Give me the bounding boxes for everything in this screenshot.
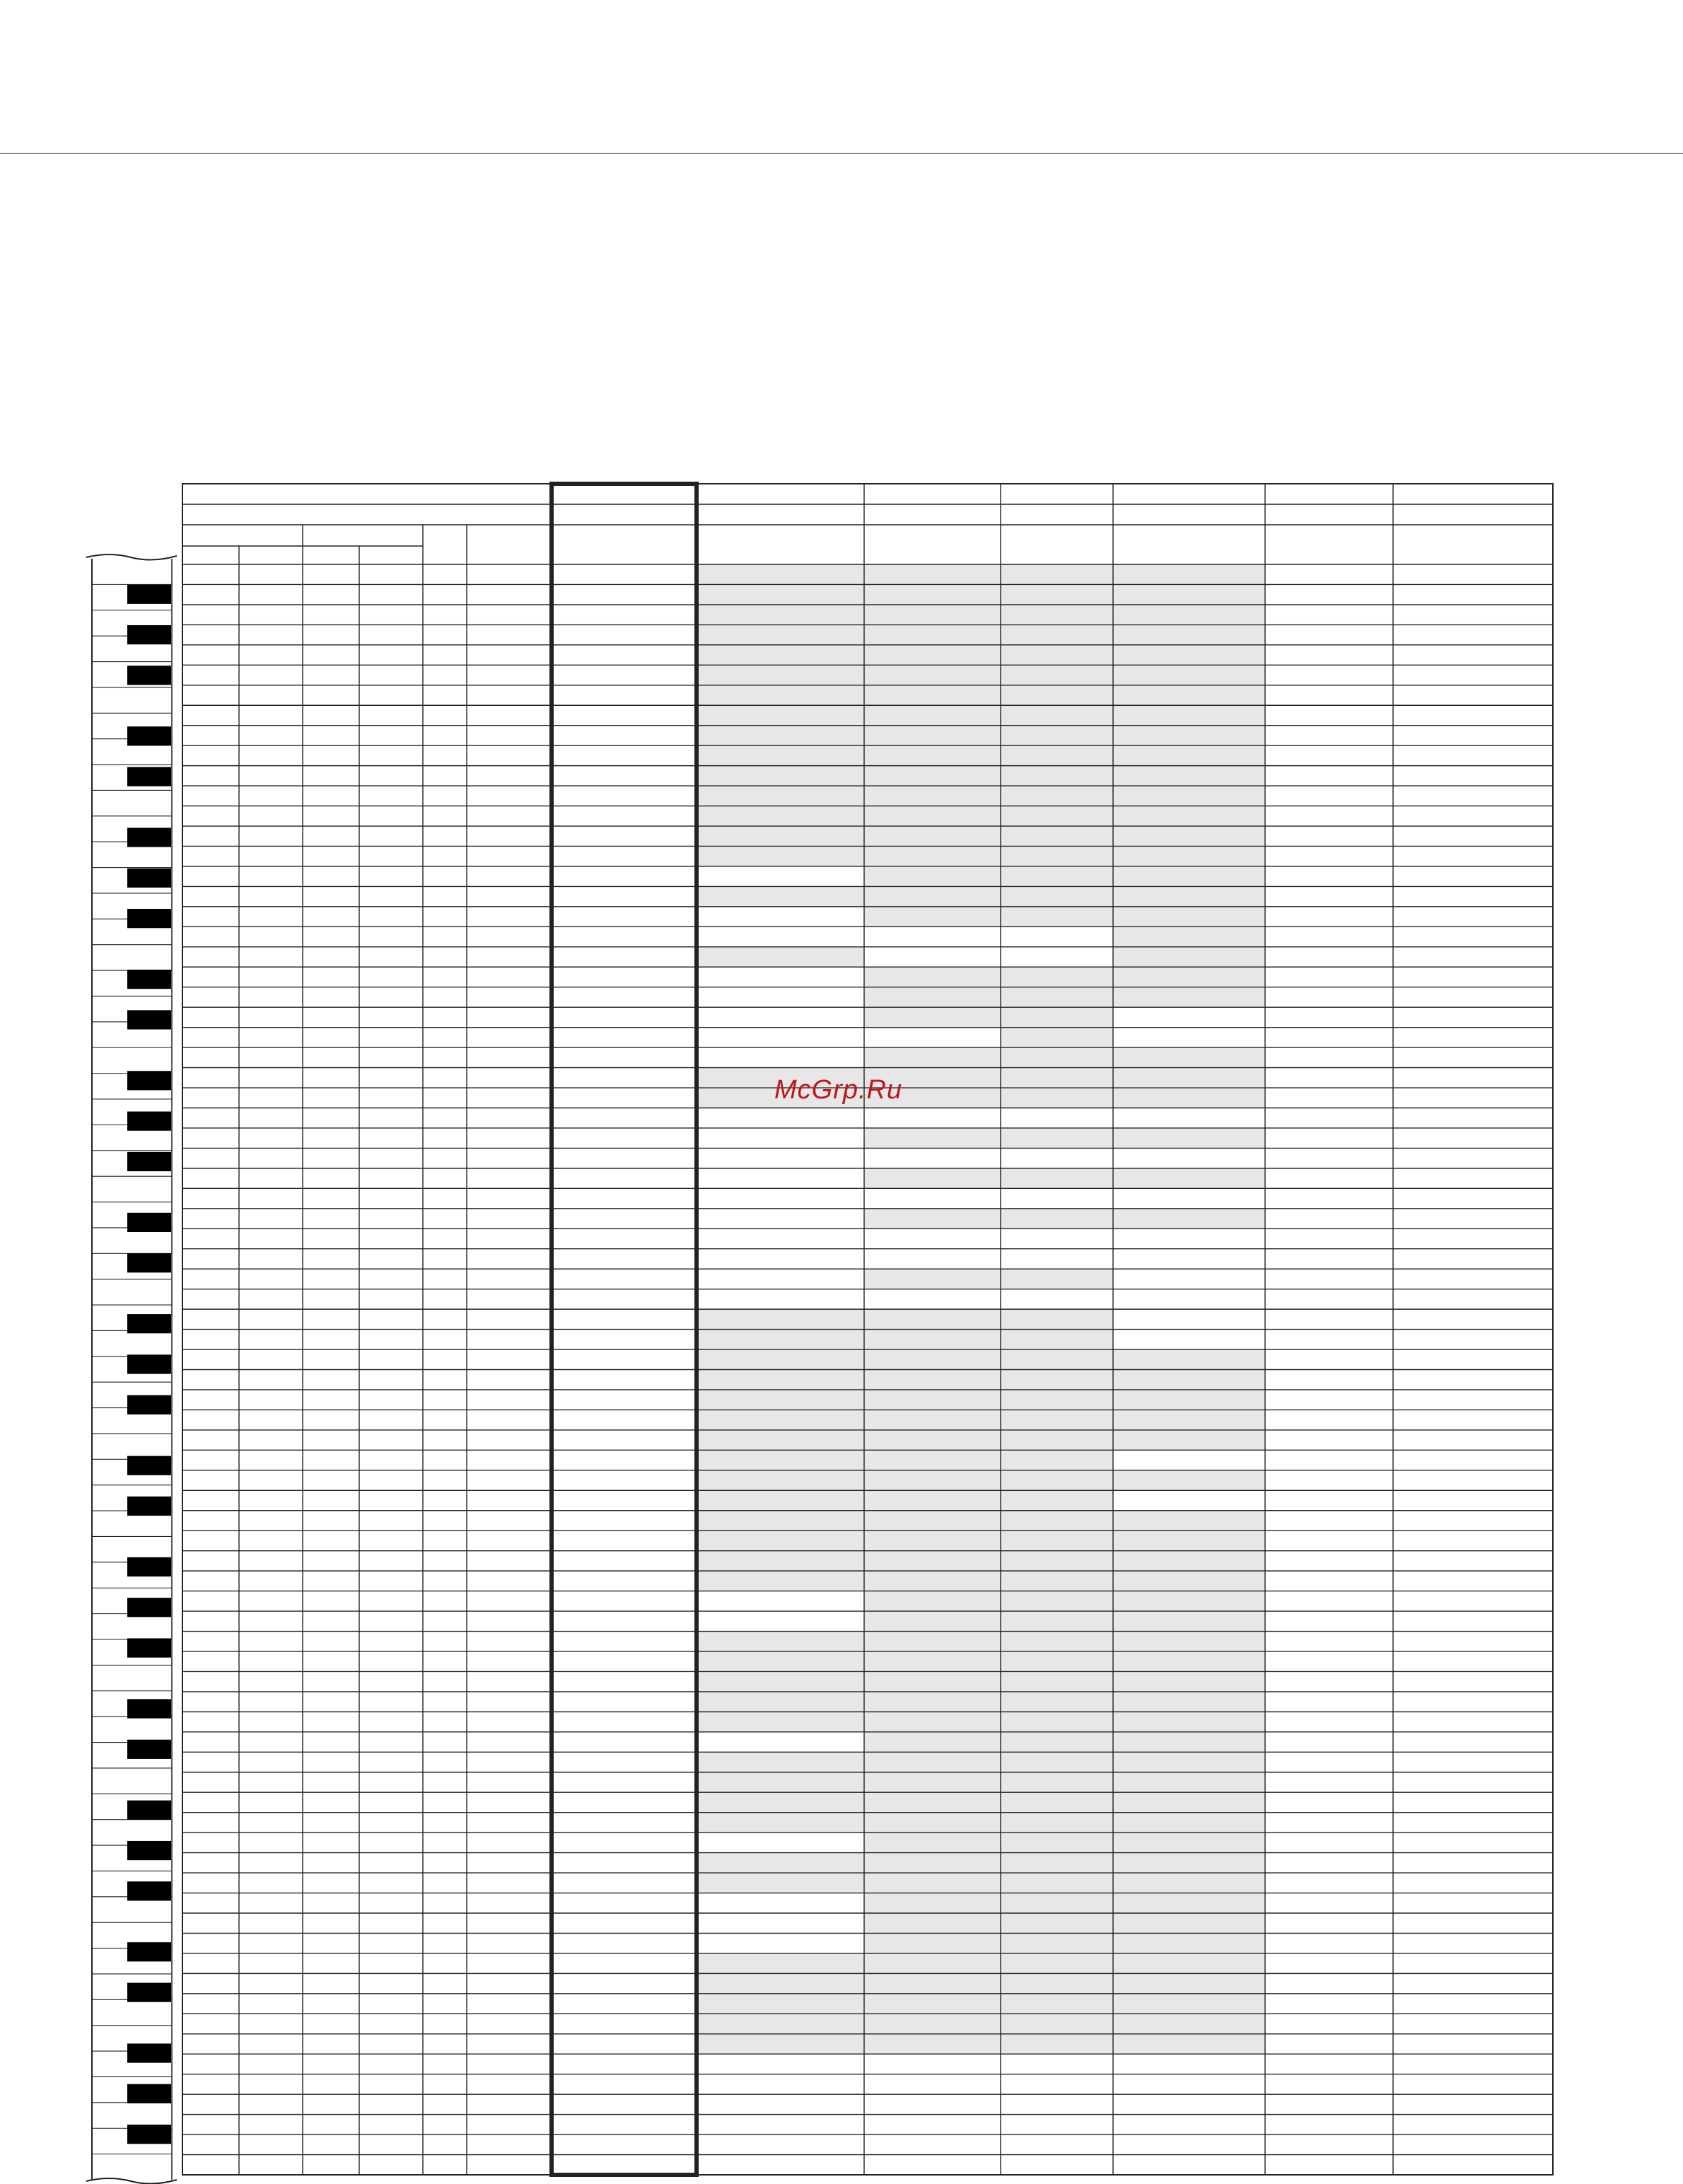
shaded-cell — [697, 826, 864, 846]
black-key — [127, 1213, 171, 1232]
shaded-cell — [864, 826, 1001, 846]
shaded-cell — [1001, 1813, 1113, 1832]
shaded-cell — [1113, 1651, 1265, 1671]
shaded-cell — [697, 685, 864, 705]
shaded-cell — [1113, 1470, 1265, 1490]
shaded-cell — [1113, 564, 1265, 584]
shaded-cell — [864, 1490, 1001, 1510]
shaded-cell — [864, 1611, 1001, 1631]
black-key — [127, 2084, 171, 2103]
black-key — [127, 666, 171, 685]
shaded-cell — [697, 766, 864, 786]
shaded-cell — [697, 1330, 864, 1349]
shaded-cell — [1001, 1752, 1113, 1772]
shaded-cell — [1113, 1712, 1265, 1731]
watermark: McGrp.Ru — [774, 1075, 903, 1105]
shaded-cell — [1113, 745, 1265, 765]
shaded-cell — [1001, 1692, 1113, 1712]
shaded-cell — [697, 745, 864, 765]
shaded-cell — [864, 1671, 1001, 1691]
shaded-cell — [1113, 1047, 1265, 1067]
shaded-cell — [864, 1209, 1001, 1228]
shaded-cell — [1001, 625, 1113, 644]
shaded-cell — [697, 846, 864, 866]
shaded-cell — [697, 886, 864, 906]
shaded-cell — [864, 1973, 1001, 1993]
shaded-cell — [864, 806, 1001, 826]
shaded-cell — [1113, 2014, 1265, 2033]
shaded-cell — [1001, 846, 1113, 866]
shaded-cell — [1113, 1953, 1265, 1973]
shaded-cell — [697, 1752, 864, 1772]
shaded-cell — [1001, 1390, 1113, 1410]
black-key — [127, 585, 171, 604]
shaded-cell — [1001, 1632, 1113, 1651]
shaded-cell — [1113, 1732, 1265, 1752]
shaded-cell — [1113, 907, 1265, 927]
shaded-cell — [1113, 1168, 1265, 1188]
shaded-cell — [1001, 1893, 1113, 1913]
shaded-cell — [697, 584, 864, 604]
shaded-cell — [1113, 1209, 1265, 1228]
shaded-cell — [1001, 1330, 1113, 1349]
shaded-cell — [1001, 1309, 1113, 1329]
shaded-cell — [1001, 1571, 1113, 1591]
shaded-cell — [1113, 1813, 1265, 1832]
shaded-cell — [864, 1913, 1001, 1933]
black-key — [127, 2043, 171, 2062]
shaded-cell — [697, 947, 864, 967]
shaded-cell — [1001, 1792, 1113, 1812]
shaded-cell — [1113, 1088, 1265, 1108]
shaded-cell — [1001, 1450, 1113, 1470]
shaded-cell — [864, 1047, 1001, 1067]
shaded-cell — [697, 1671, 864, 1691]
black-key — [127, 1740, 171, 1759]
shaded-cell — [1113, 1792, 1265, 1812]
shaded-cell — [1001, 786, 1113, 806]
shaded-cell — [1001, 1913, 1113, 1933]
shaded-cell — [1001, 745, 1113, 765]
shaded-cell — [1113, 1611, 1265, 1631]
shaded-cell — [1113, 1410, 1265, 1429]
shaded-cell — [697, 726, 864, 745]
shaded-cell — [1001, 1470, 1113, 1490]
shaded-cell — [697, 1792, 864, 1812]
shaded-cell — [1001, 1953, 1113, 1973]
shaded-cell — [1001, 1994, 1113, 2014]
black-key — [127, 2125, 171, 2144]
shaded-cell — [864, 846, 1001, 866]
shaded-cell — [1001, 1551, 1113, 1571]
shaded-cell — [864, 907, 1001, 927]
shaded-cell — [864, 2034, 1001, 2054]
shaded-cell — [1113, 685, 1265, 705]
shaded-cell — [864, 1470, 1001, 1490]
black-key — [127, 1699, 171, 1718]
shaded-cell — [1001, 806, 1113, 826]
shaded-cell — [864, 1530, 1001, 1550]
shaded-cell — [697, 1490, 864, 1510]
shaded-cell — [1113, 846, 1265, 866]
shaded-cell — [1001, 584, 1113, 604]
shaded-cell — [864, 1853, 1001, 1873]
shaded-cell — [1001, 1269, 1113, 1289]
shaded-cell — [864, 1168, 1001, 1188]
shaded-cell — [1113, 665, 1265, 685]
keyboard-break-top — [86, 554, 177, 560]
shaded-cell — [1001, 907, 1113, 927]
black-key — [127, 1598, 171, 1617]
shaded-cell — [697, 1410, 864, 1429]
shaded-cell — [864, 1370, 1001, 1390]
shaded-cell — [1001, 1973, 1113, 1993]
keyboard-break-bottom — [86, 2178, 177, 2184]
shaded-cell — [1001, 1088, 1113, 1108]
shaded-cell — [1113, 806, 1265, 826]
shaded-cell — [697, 1813, 864, 1832]
black-key — [127, 1841, 171, 1860]
shaded-cell — [1113, 1128, 1265, 1148]
shaded-cell — [697, 1450, 864, 1470]
shaded-cell — [1113, 786, 1265, 806]
shaded-cell — [864, 987, 1001, 1007]
shaded-cell — [697, 1309, 864, 1329]
black-key — [127, 1152, 171, 1171]
shaded-cell — [864, 1692, 1001, 1712]
shaded-cell — [1001, 1028, 1113, 1047]
shaded-cell — [1113, 1511, 1265, 1530]
shaded-cell — [864, 605, 1001, 625]
shaded-cell — [697, 1953, 864, 1973]
shaded-cell — [697, 806, 864, 826]
shaded-cell — [1113, 1772, 1265, 1792]
shaded-cell — [864, 1994, 1001, 2014]
shaded-cell — [1001, 1873, 1113, 1893]
shaded-cell — [1001, 1712, 1113, 1731]
shaded-cell — [1001, 605, 1113, 625]
black-key — [127, 1942, 171, 1961]
shaded-cell — [697, 1571, 864, 1591]
shaded-cell — [864, 745, 1001, 765]
shaded-cell — [697, 705, 864, 725]
shaded-cell — [864, 1551, 1001, 1571]
shaded-cell — [1113, 886, 1265, 906]
shaded-cell — [864, 866, 1001, 886]
black-key — [127, 869, 171, 888]
shaded-cell — [697, 1470, 864, 1490]
black-key — [127, 1395, 171, 1415]
shaded-cell — [697, 1530, 864, 1550]
shaded-cell — [1113, 645, 1265, 665]
shaded-cell — [1113, 1853, 1265, 1873]
shaded-cell — [697, 645, 864, 665]
shaded-cell — [1113, 826, 1265, 846]
shaded-cell — [697, 1772, 864, 1792]
shaded-cell — [1001, 1511, 1113, 1530]
shaded-cell — [697, 1712, 864, 1731]
shaded-cell — [1001, 645, 1113, 665]
shaded-cell — [697, 564, 864, 584]
shaded-cell — [697, 786, 864, 806]
black-key — [127, 625, 171, 644]
black-key — [127, 827, 171, 847]
shaded-cell — [864, 1410, 1001, 1429]
shaded-cell — [1113, 1349, 1265, 1369]
shaded-cell — [697, 1511, 864, 1530]
shaded-cell — [1001, 826, 1113, 846]
black-key — [127, 1557, 171, 1576]
shaded-cell — [864, 1893, 1001, 1913]
shaded-cell — [1113, 927, 1265, 946]
shaded-cell — [697, 1692, 864, 1712]
shaded-cell — [864, 2014, 1001, 2033]
shaded-cell — [1113, 1994, 1265, 2014]
shaded-cell — [1001, 564, 1113, 584]
shaded-cell — [1001, 967, 1113, 987]
black-key — [127, 909, 171, 928]
shaded-cell — [1001, 1832, 1113, 1852]
shaded-cell — [1001, 665, 1113, 685]
shaded-cell — [864, 726, 1001, 745]
shaded-cell — [697, 1873, 864, 1893]
shaded-cell — [864, 1953, 1001, 1973]
shaded-cell — [697, 1390, 864, 1410]
shaded-cell — [1001, 766, 1113, 786]
shaded-cell — [1001, 1209, 1113, 1228]
shaded-cell — [864, 1571, 1001, 1591]
shaded-cell — [1001, 1068, 1113, 1088]
shaded-cell — [864, 1632, 1001, 1651]
black-key — [127, 1497, 171, 1516]
black-key — [127, 1314, 171, 1333]
shaded-cell — [697, 2034, 864, 2054]
shaded-cell — [1113, 1671, 1265, 1691]
shaded-cell — [1001, 1490, 1113, 1510]
shaded-cell — [697, 1994, 864, 2014]
shaded-cell — [1113, 1913, 1265, 1933]
shaded-cell — [864, 1591, 1001, 1611]
shaded-cell — [697, 1632, 864, 1651]
shaded-cell — [697, 665, 864, 685]
shaded-cell — [1001, 886, 1113, 906]
shaded-cell — [1113, 967, 1265, 987]
shaded-cell — [1113, 1530, 1265, 1550]
shaded-cell — [1001, 1651, 1113, 1671]
shaded-cell — [864, 1349, 1001, 1369]
black-key — [127, 1071, 171, 1090]
shaded-cell — [697, 1651, 864, 1671]
shaded-cell — [697, 625, 864, 644]
shaded-cell — [697, 1430, 864, 1450]
shaded-cell — [864, 786, 1001, 806]
black-key — [127, 726, 171, 745]
shaded-cell — [1001, 1611, 1113, 1631]
shaded-cell — [864, 1330, 1001, 1349]
shaded-cell — [864, 1873, 1001, 1893]
shaded-cell — [1113, 766, 1265, 786]
black-key — [127, 1638, 171, 1657]
shaded-cell — [697, 2014, 864, 2033]
shaded-cell — [864, 1007, 1001, 1027]
shaded-cell — [697, 1853, 864, 1873]
shaded-cell — [864, 1430, 1001, 1450]
black-key — [127, 1010, 171, 1029]
shaded-cell — [864, 766, 1001, 786]
shaded-cell — [1001, 1933, 1113, 1953]
shaded-cell — [697, 1349, 864, 1369]
shaded-cell — [1113, 1632, 1265, 1651]
black-key — [127, 970, 171, 989]
shaded-cell — [1001, 1530, 1113, 1550]
shaded-cell — [864, 967, 1001, 987]
shaded-cell — [1113, 605, 1265, 625]
shaded-cell — [1113, 584, 1265, 604]
shaded-cell — [864, 1269, 1001, 1289]
shaded-cell — [1113, 947, 1265, 967]
shaded-cell — [1113, 1933, 1265, 1953]
shaded-cell — [1001, 1671, 1113, 1691]
shaded-cell — [1113, 987, 1265, 1007]
shaded-cell — [1113, 1973, 1265, 1993]
shaded-cell — [864, 1511, 1001, 1530]
black-key — [127, 1354, 171, 1373]
black-key — [127, 1456, 171, 1475]
shaded-cell — [864, 1128, 1001, 1148]
shaded-cell — [864, 886, 1001, 906]
shaded-cell — [864, 584, 1001, 604]
shaded-cell — [1001, 2034, 1113, 2054]
black-key — [127, 1801, 171, 1820]
shaded-cell — [864, 1813, 1001, 1832]
shaded-cell — [1001, 1128, 1113, 1148]
shaded-cell — [864, 1651, 1001, 1671]
shaded-cell — [864, 1792, 1001, 1812]
shaded-cell — [1113, 1430, 1265, 1450]
shaded-cell — [1001, 1047, 1113, 1067]
shaded-cell — [864, 1772, 1001, 1792]
shaded-cell — [864, 1450, 1001, 1470]
black-key — [127, 1983, 171, 2002]
shaded-cell — [864, 1712, 1001, 1731]
shaded-cell — [1113, 866, 1265, 886]
black-key — [127, 1881, 171, 1900]
shaded-cell — [864, 1390, 1001, 1410]
shaded-cell — [1113, 2034, 1265, 2054]
shaded-cell — [864, 685, 1001, 705]
shaded-cell — [1113, 1752, 1265, 1772]
shaded-cell — [1001, 1349, 1113, 1369]
shaded-cell — [864, 645, 1001, 665]
shaded-cell — [1113, 1390, 1265, 1410]
shaded-cell — [1001, 1732, 1113, 1752]
black-key — [127, 1253, 171, 1272]
black-key — [127, 767, 171, 786]
shaded-cell — [1113, 1591, 1265, 1611]
shaded-cell — [864, 665, 1001, 685]
shaded-cell — [864, 1752, 1001, 1772]
shaded-cell — [1001, 1370, 1113, 1390]
shaded-cell — [1113, 1551, 1265, 1571]
shaded-cell — [1113, 1370, 1265, 1390]
shaded-cell — [1001, 1772, 1113, 1792]
shaded-cell — [1001, 1591, 1113, 1611]
shaded-cell — [864, 1933, 1001, 1953]
shaded-cell — [1001, 705, 1113, 725]
shaded-cell — [1113, 1571, 1265, 1591]
shaded-cell — [1001, 2014, 1113, 2033]
black-key — [127, 1112, 171, 1131]
shaded-cell — [697, 605, 864, 625]
shaded-cell — [1113, 625, 1265, 644]
shaded-cell — [697, 1551, 864, 1571]
shaded-cell — [1113, 705, 1265, 725]
shaded-cell — [864, 1832, 1001, 1852]
shaded-cell — [1113, 1068, 1265, 1088]
shaded-cell — [1001, 1168, 1113, 1188]
shaded-cell — [697, 1370, 864, 1390]
shaded-cell — [1001, 866, 1113, 886]
shaded-cell — [864, 625, 1001, 644]
shaded-cell — [1113, 1832, 1265, 1852]
shaded-cell — [1113, 1873, 1265, 1893]
shaded-cell — [1113, 1893, 1265, 1913]
piano-keyboard — [86, 554, 177, 2184]
shaded-cell — [1001, 1410, 1113, 1429]
shaded-cell — [697, 1973, 864, 1993]
shaded-cell — [1113, 726, 1265, 745]
shaded-cell — [864, 1309, 1001, 1329]
shaded-cell — [1001, 1853, 1113, 1873]
shaded-cell — [864, 564, 1001, 584]
shaded-cell — [864, 705, 1001, 725]
shaded-cell — [1001, 685, 1113, 705]
shaded-cell — [1001, 1007, 1113, 1027]
shaded-cell — [1113, 1692, 1265, 1712]
shaded-cell — [1001, 726, 1113, 745]
shaded-cell — [864, 1732, 1001, 1752]
shaded-cell — [1001, 1430, 1113, 1450]
shaded-cell — [1001, 987, 1113, 1007]
